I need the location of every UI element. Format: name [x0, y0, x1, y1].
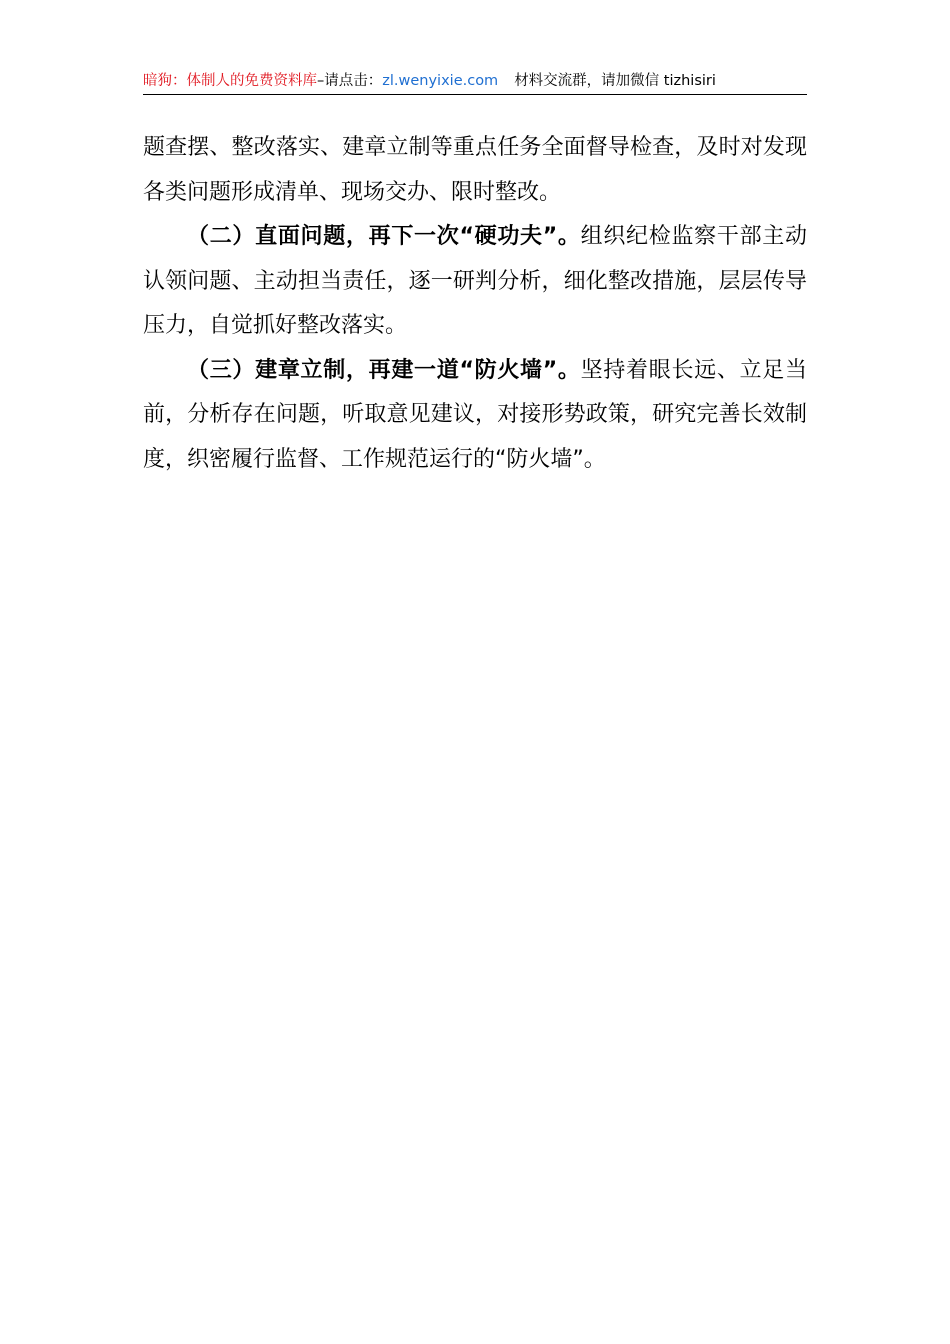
section-heading: （三）建章立制，再建一道“防火墙”。 [187, 357, 581, 383]
paragraph-section-2 [143, 215, 807, 349]
header-wechat-note: 材料交流群，请加微信 tizhisiri [514, 73, 716, 89]
paragraph-text: 题查摆、整改落实、建章立制等重点任务全面督导检查，及时对发现各类问题形成清单、现场交办、限时整改。 [143, 135, 807, 205]
header-prompt: –请点击： [317, 73, 383, 89]
page-header [143, 70, 807, 95]
header-link[interactable]: zl.wenyixie.com [382, 73, 499, 89]
paragraph-text: 坚持着眼长远、立足当前，分析存在问题，听取意见建议，对接形势政策，研究完善长效制度，织密履行监督、工作规范运行的“防火墙”。 [143, 357, 807, 472]
paragraph-continued [143, 126, 807, 215]
paragraph-text: 组织纪检监察干部主动认领问题、主动担当责任，逐一研判分析，细化整改措施，层层传导压力，自觉抓好整改落实。 [143, 224, 807, 338]
paragraph-section-3 [143, 349, 807, 483]
document-body [143, 126, 807, 482]
section-heading: （二）直面问题，再下一次“硬功夫”。 [187, 224, 581, 249]
header-brand: 暗狗：体制人的免费资料库 [143, 73, 317, 89]
